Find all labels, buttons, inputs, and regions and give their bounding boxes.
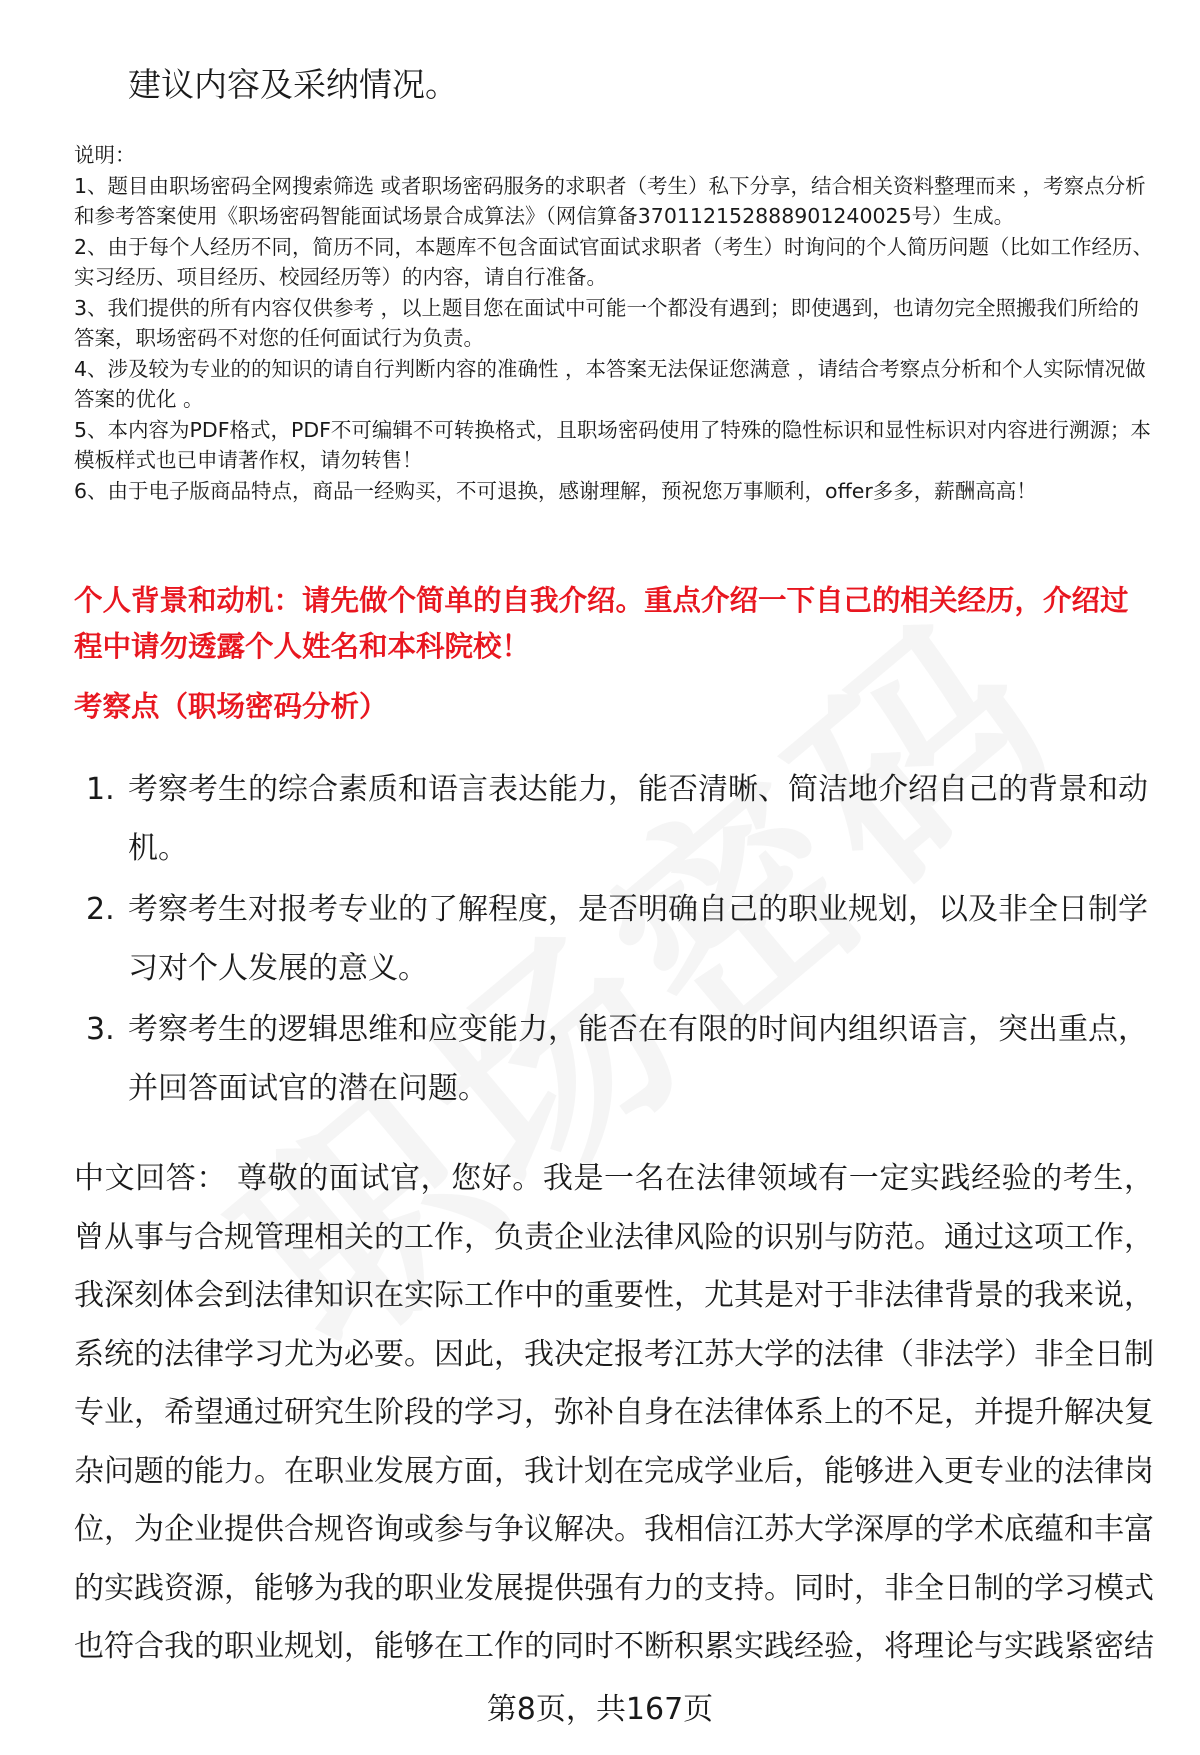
point-number: 3. [86, 1012, 115, 1047]
assessment-points-title: 考察点（职场密码分析） [74, 690, 388, 723]
point-number: 2. [86, 892, 115, 927]
point-text: 考察考生的综合素质和语言表达能力，能否清晰、简洁地介绍自己的背景和动机。 [128, 772, 1148, 866]
point-text: 考察考生对报考专业的了解程度，是否明确自己的职业规划，以及非全日制学习对个人发展的意义。 [128, 892, 1148, 986]
note-item: 1、题目由职场密码全网搜索筛选 或者职场密码服务的求职者（考生）私下分享，结合相关资料整理而来 ，考察点分析和参考答案使用《职场密码智能面试场景合成算法》（网信算备370112152888901240025号）生成。 [74, 173, 1146, 228]
notes-heading: 说明： [74, 143, 136, 167]
point-text: 考察考生的逻辑思维和应变能力，能否在有限的时间内组织语言，突出重点，并回答面试官的潜在问题。 [128, 1012, 1148, 1106]
assessment-point [74, 1000, 1154, 1118]
note-item: 4、涉及较为专业的的知识的请自行判断内容的准确性 ，本答案无法保证您满意 ，请结合考察点分析和个人实际情况做答案的优化 。 [74, 356, 1146, 411]
note-item: 2、由于每个人经历不同，简历不同，本题库不包含面试官面试求职者（考生）时询问的个人简历问题（比如工作经历、实习经历、项目经历、校园经历等）的内容，请自行准备。 [74, 234, 1154, 289]
assessment-point [74, 760, 1154, 878]
notes-block [74, 140, 1154, 506]
interview-question: 个人背景和动机：请先做个简单的自我介绍。重点介绍一下自己的相关经历，介绍过程中请勿透露个人姓名和本科院校！ [74, 584, 1129, 663]
note-item: 5、本内容为PDF格式，PDF不可编辑不可转换格式，且职场密码使用了特殊的隐性标识和显性标识对内容进行溯源；本模板样式也已申请著作权，请勿转售！ [74, 417, 1151, 472]
page-footer: 第8页，共167页 [486, 1692, 714, 1727]
chinese-answer: 中文回答： 尊敬的面试官，您好。我是一名在法律领域有一定实践经验的考生，曾从事与合规管理相关的工作，负责企业法律风险的识别与防范。通过这项工作，我深刻体会到法律知识在实际工作中的重要性，尤其是对于非法律背景的我来说，系统的法律学习尤为必要。因此，我决定报考江苏大学的法律（非法学）非全日制专业，希望通过研究生阶段的学习，弥补自身在法律体系上的不足，并提升解决复杂问题的能力。在职业发展方面，我计划在完成学业后，能够进入更专业的法律岗位，为企业提供合规咨询或参与争议解决。我相信江苏大学深厚的学术底蕴和丰富的实践资源，能够为我的职业发展提供强有力的支持。同时，非全日制的学习模式也符合我的职业规划，能够在工作的同时不断积累实践经验，将理论与实践紧密结 [74, 1161, 1154, 1664]
point-number: 1. [86, 772, 115, 807]
assessment-points-list [74, 760, 1154, 1120]
note-item: 3、我们提供的所有内容仅供参考 ，以上题目您在面试中可能一个都没有遇到；即使遇到，也请勿完全照搬我们所给的答案，职场密码不对您的任何面试行为负责。 [74, 295, 1140, 350]
note-item: 6、由于电子版商品特点，商品一经购买，不可退换，感谢理解，预祝您万事顺利，offer多多，薪酬高高！ [74, 478, 1037, 503]
previous-answer-tail: 建议内容及采纳情况。 [128, 65, 458, 104]
assessment-point [74, 880, 1154, 998]
